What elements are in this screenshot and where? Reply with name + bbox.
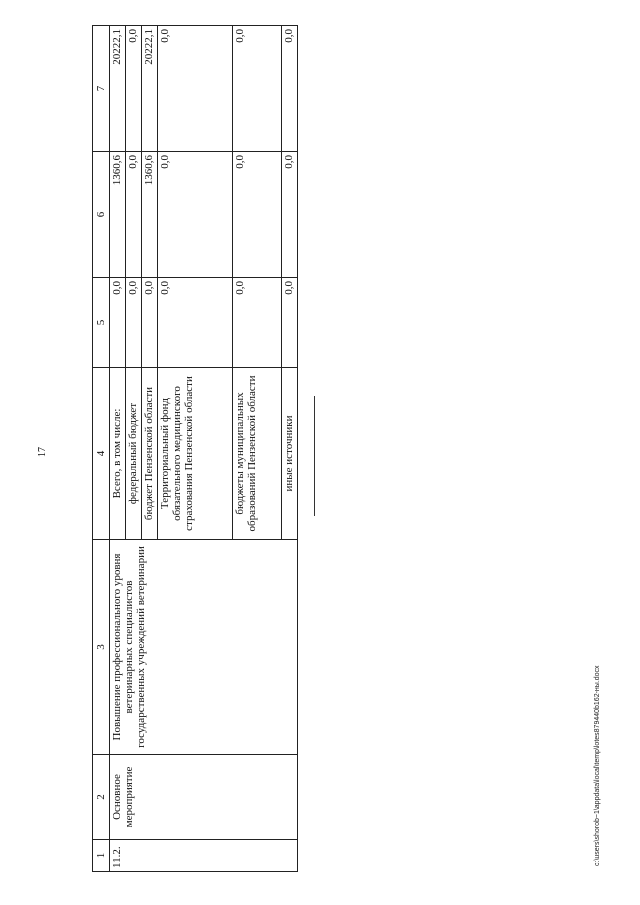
header-cell: 3: [93, 540, 110, 755]
page-number: 17: [37, 447, 48, 457]
value-cell: 0,0: [126, 26, 142, 152]
value-cell: 20222,1: [110, 26, 126, 152]
value-cell: 0,0: [158, 26, 233, 152]
source-label: Всего, в том числе:: [110, 368, 126, 540]
value-cell: 0,0: [233, 26, 282, 152]
value-cell: 0,0: [282, 152, 298, 278]
header-cell: 4: [93, 368, 110, 540]
footer-file-path: c:\users\shorob~1\appdata\local\temp\lotes879440b162-ны.docx: [594, 665, 601, 866]
source-label: федеральный бюджет: [126, 368, 142, 540]
value-cell: 20222,1: [142, 26, 158, 152]
row-name: Повышение профессионального уровня ветеринарных специалистов государственных учреждений ветеринарии: [110, 540, 298, 755]
value-cell: 0,0: [142, 278, 158, 368]
header-cell: 1: [93, 840, 110, 872]
program-table: [92, 26, 295, 872]
value-cell: 0,0: [158, 152, 233, 278]
value-cell: 1360,6: [110, 152, 126, 278]
value-cell: 0,0: [158, 278, 233, 368]
row-type: Основное мероприятие: [110, 755, 298, 840]
source-label: иные источники: [282, 368, 298, 540]
value-cell: 0,0: [233, 278, 282, 368]
header-cell: 7: [93, 26, 110, 152]
row-number: 11.2.: [110, 840, 298, 872]
table-header-row: [93, 26, 110, 872]
source-label: Территориальный фонд обязательного медицинского страхования Пензенской области: [158, 368, 233, 540]
value-cell: 0,0: [126, 278, 142, 368]
value-cell: 0,0: [110, 278, 126, 368]
value-cell: 0,0: [282, 26, 298, 152]
source-label: бюджеты муниципальных образований Пензенской области: [233, 368, 282, 540]
value-cell: 1360,6: [142, 152, 158, 278]
value-cell: 0,0: [233, 152, 282, 278]
value-cell: 0,0: [282, 278, 298, 368]
table-row: [110, 26, 126, 872]
source-label: бюджет Пензенской области: [142, 368, 158, 540]
header-cell: 5: [93, 278, 110, 368]
header-cell: 2: [93, 755, 110, 840]
value-cell: 0,0: [126, 152, 142, 278]
end-of-table-line: [314, 396, 315, 516]
header-cell: 6: [93, 152, 110, 278]
